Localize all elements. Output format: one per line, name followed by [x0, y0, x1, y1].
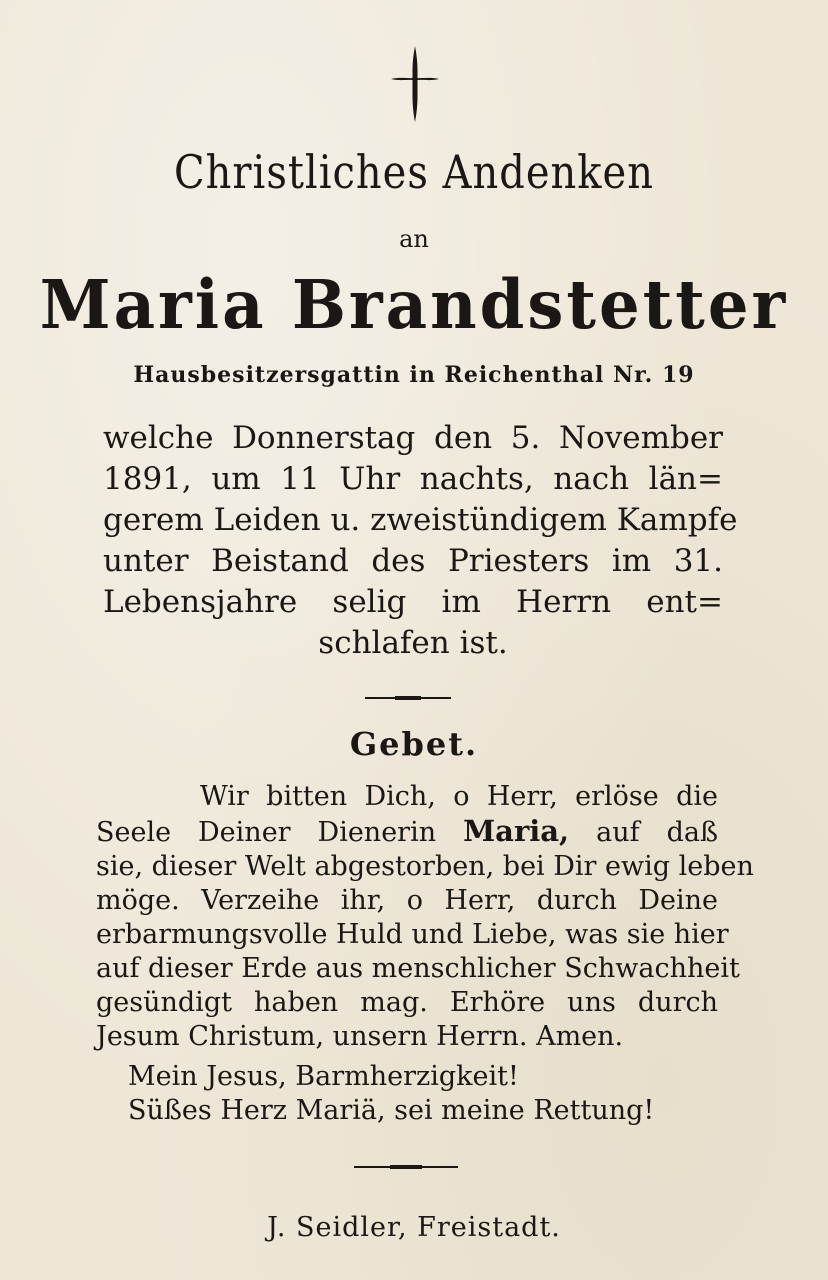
prayer-line: Wir bitten Dich, o Herr, erlöse die — [200, 781, 718, 812]
divider — [354, 1166, 458, 1168]
ejaculations — [128, 1060, 654, 1128]
dedication-word: an — [399, 225, 429, 253]
notice-line: Lebensjahre selig im Herrn ent= — [103, 584, 723, 620]
prayer-line: gesündigt haben mag. Erhöre uns durch — [96, 987, 718, 1018]
prayer-line-part: auf daß — [569, 817, 718, 848]
printer-imprint: J. Seidler, Freistadt. — [267, 1212, 561, 1243]
notice-line: unter Beistand des Priesters im 31. — [103, 543, 723, 579]
prayer-line-part: Seele Deiner Dienerin — [96, 817, 464, 848]
deceased-role: Hausbesitzersgattin in Reichenthal Nr. 19 — [133, 362, 695, 388]
notice-line: welche Donnerstag den 5. November — [103, 420, 723, 456]
ejaculation-line: Mein Jesus, Barmherzigkeit! — [128, 1061, 519, 1092]
notice-line: schlafen ist. — [318, 625, 508, 661]
prayer-line: sie, dieser Welt abgestorben, bei Dir ewig leben — [96, 851, 754, 882]
notice-line: gerem Leiden u. zweistündigem Kampfe — [103, 502, 738, 538]
notice-line: 1891, um 11 Uhr nachts, nach län= — [103, 461, 723, 497]
prayer-line — [96, 814, 718, 850]
prayer-name: Maria, — [463, 814, 570, 848]
cross-icon — [389, 44, 441, 124]
prayer-line: auf dieser Erde aus menschlicher Schwachheit — [96, 953, 740, 984]
card-title: Christliches Andenken — [174, 146, 654, 200]
prayer-line: Jesum Christum, unsern Herrn. Amen. — [96, 1021, 624, 1052]
death-notice — [103, 418, 738, 664]
deceased-name: Maria Brandstetter — [39, 266, 789, 345]
prayer-line: erbarmungsvolle Huld und Liebe, was sie hier — [96, 919, 729, 950]
prayer-heading: Gebet. — [349, 725, 479, 763]
ejaculation-line: Süßes Herz Mariä, sei meine Rettung! — [128, 1095, 655, 1126]
divider — [365, 697, 451, 699]
prayer-text — [96, 780, 754, 1054]
prayer-line: möge. Verzeihe ihr, o Herr, durch Deine — [96, 885, 718, 916]
